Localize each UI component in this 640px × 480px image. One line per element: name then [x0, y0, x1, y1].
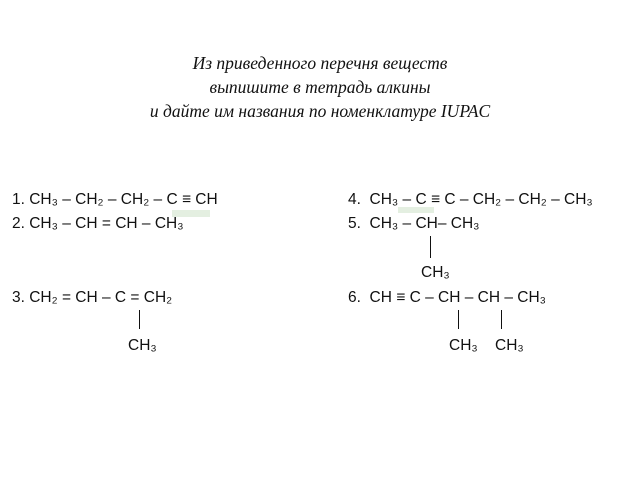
formula-5: 5. CH₃ – CH– CH₃ [348, 215, 480, 232]
task-heading [0, 51, 640, 123]
formula-6-branch-bond-1 [458, 310, 459, 329]
formula-3: 3. CH₂ = CH – C = CH₂ [12, 289, 173, 306]
formula-6: 6. CH ≡ C – CH – CH – CH₃ [348, 289, 546, 306]
formula-6-substituent-2: CH₃ [495, 337, 524, 354]
formula-3-branch-bond [139, 310, 140, 329]
heading-line-3: и дайте им названия по номенклатуре IUPAC [149, 101, 491, 121]
formula-5-branch-bond [430, 236, 431, 258]
formula-6-branch-bond-2 [501, 310, 502, 329]
heading-line-1: Из приведенного перечня веществ [192, 53, 448, 73]
formula-3-substituent: CH₃ [128, 337, 157, 354]
formula-5-substituent: CH₃ [421, 264, 450, 281]
formula-1: 1. CH₃ – CH₂ – CH₂ – C ≡ CH [12, 191, 218, 208]
formula-4: 4. CH₃ – C ≡ C – CH₂ – CH₂ – CH₃ [348, 191, 593, 208]
formula-2: 2. CH₃ – CH = CH – CH₃ [12, 215, 184, 232]
formula-6-substituent-1: CH₃ [449, 337, 478, 354]
heading-line-2: выпишите в тетрадь алкины [209, 77, 431, 97]
